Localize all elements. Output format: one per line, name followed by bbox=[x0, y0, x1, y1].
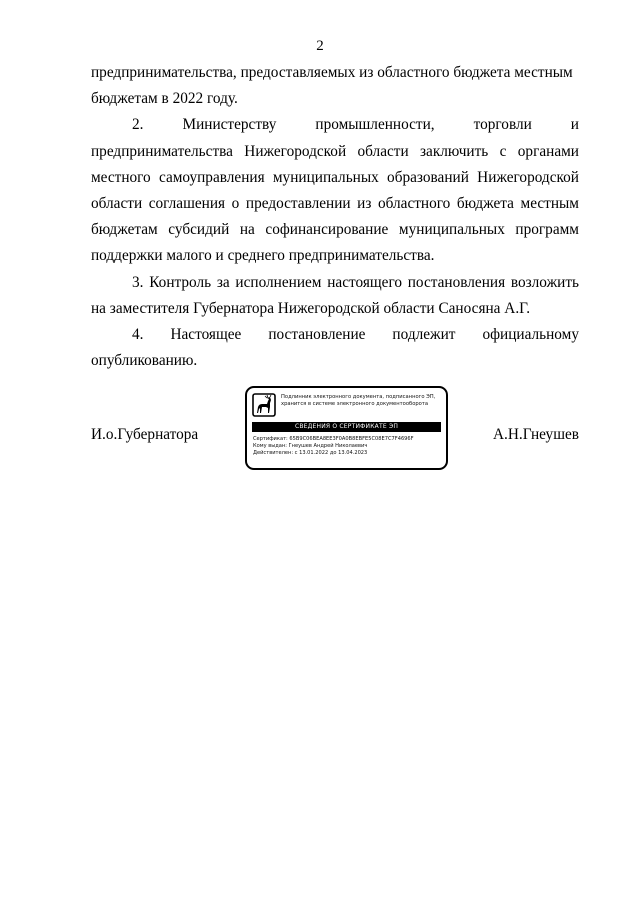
text-line: на заместителя Губернатора Нижегородской области Саносяна А.Г. bbox=[91, 299, 531, 317]
text-line: 3. Контроль за исполнением настоящего постановления возложить bbox=[132, 273, 579, 291]
text-line: софинансирование муниципальных программ поддержки малого и bbox=[91, 221, 579, 265]
text-line: среднего предпринимательства. bbox=[227, 247, 435, 265]
text-line: 4. Настоящее постановление подлежит официальному bbox=[132, 326, 579, 344]
text-line: муниципальных образований Нижегородской области соглашения о bbox=[91, 168, 579, 213]
certificate-owner: Кому выдан: Гнеушев Андрей Николаевич bbox=[253, 443, 368, 450]
paragraph-3 bbox=[91, 270, 579, 322]
document-body bbox=[91, 60, 579, 374]
paragraph-4-continued bbox=[91, 348, 579, 374]
signer-name: А.Н.Гнеушев bbox=[492, 426, 579, 443]
certificate-validity: Действителен: с 13.01.2022 до 13.04.2023 bbox=[253, 450, 368, 457]
coat-of-arms-icon bbox=[252, 393, 276, 417]
text-line: предпринимательства, предоставляемых из областного бюджета местным bbox=[91, 64, 573, 81]
paragraph-4 bbox=[91, 322, 579, 348]
signer-role: И.о.Губернатора bbox=[91, 426, 199, 443]
text-line: 2. Министерству промышленности, торговли и предпринимательства bbox=[91, 116, 579, 160]
paragraph-2 bbox=[91, 112, 579, 269]
paragraph-1 bbox=[91, 60, 579, 112]
text-line: предоставлении из областного бюджета местным бюджетам субсидий на bbox=[91, 195, 579, 239]
stamp-header-line: хранится в системе электронного документооборота bbox=[281, 401, 429, 407]
text-line: бюджетам в 2022 году. bbox=[91, 90, 238, 108]
certificate-number: Сертификат: 65B9C06BEA8EE3F0A0B8EBFE5C08E7C7F4696F bbox=[253, 436, 414, 442]
page-number: 2 bbox=[316, 38, 324, 54]
stamp-header bbox=[281, 394, 447, 408]
digital-signature-stamp bbox=[245, 386, 448, 470]
text-line: опубликованию. bbox=[91, 352, 198, 370]
text-line: Нижегородской области заключить с органами местного самоуправления bbox=[91, 142, 579, 186]
stamp-header-line: Подлинник электронного документа, подписанного ЭП, bbox=[281, 394, 436, 400]
stamp-title-bar: СВЕДЕНИЯ О СЕРТИФИКАТЕ ЭП bbox=[252, 422, 441, 432]
stamp-certificate-info bbox=[253, 436, 445, 458]
